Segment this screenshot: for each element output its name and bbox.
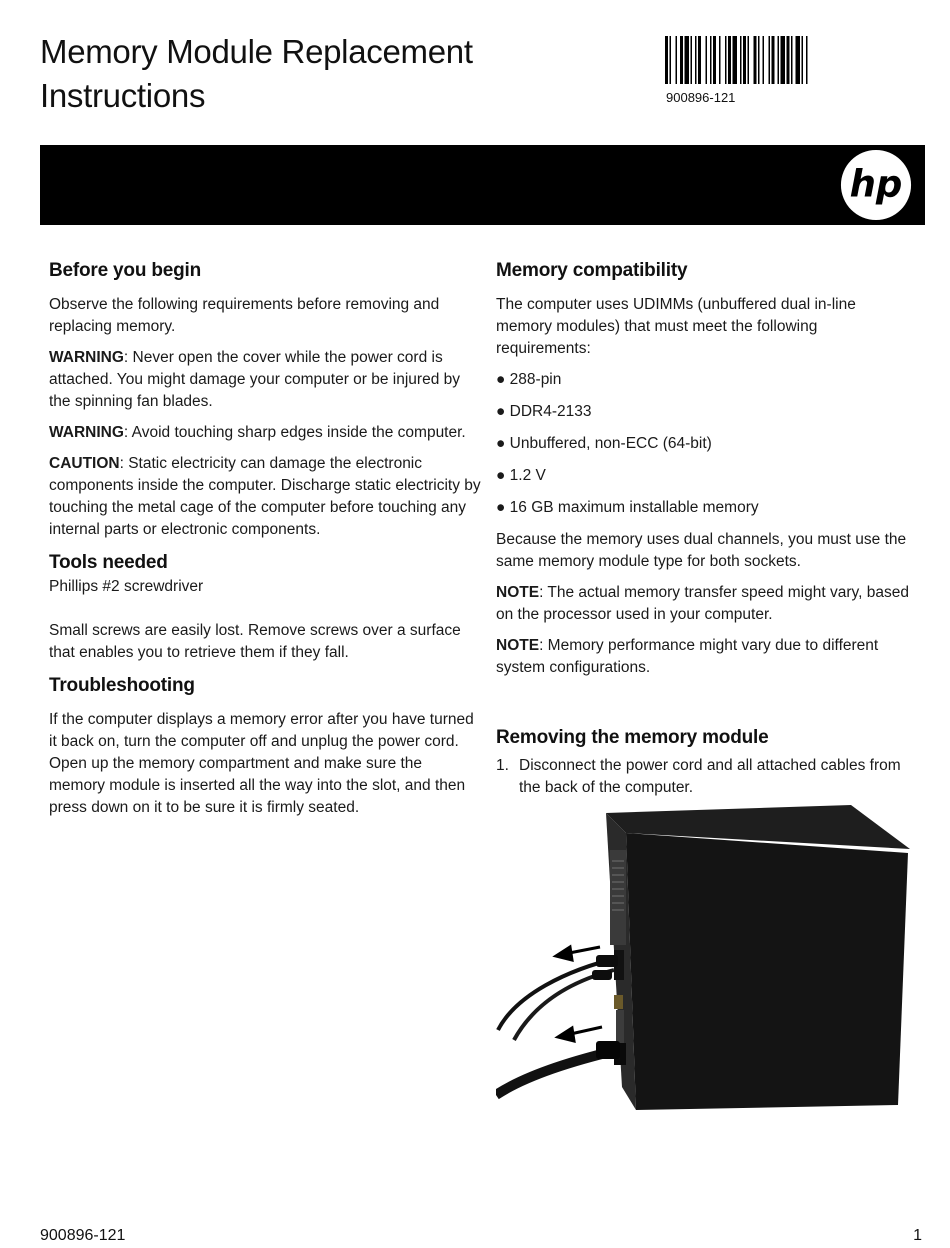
before-you-begin-heading: Before you begin xyxy=(49,260,201,281)
note-label: NOTE xyxy=(496,584,540,601)
note-performance xyxy=(496,635,916,679)
before-you-begin-section xyxy=(49,258,481,541)
warning-text: : Never open the cover while the power cord is attached. You might damage your computer or be injured by the spinning fan blades. xyxy=(49,349,461,410)
removing-section xyxy=(496,725,916,799)
right-column xyxy=(496,258,916,799)
troubleshooting-text: If the computer displays a memory error after you have turned it back on, turn the computer off and unplug the power cord. Open up the memory compartment and make sure the memory module is inserted all the way into the slot, and then press down on it to be sure it is firmly seated. xyxy=(49,711,474,816)
note-text: : The actual memory transfer speed might vary, based on the processor used in your computer. xyxy=(496,584,909,623)
removal-steps xyxy=(496,755,916,799)
dual-channel-text: Because the memory uses dual channels, you must use the same memory module type for both sockets. xyxy=(496,531,907,570)
requirement-item: ● Unbuffered, non-ECC (64-bit) xyxy=(496,435,712,452)
hp-banner xyxy=(40,145,925,225)
step-number: 1. xyxy=(496,757,509,774)
requirements-list xyxy=(496,369,916,519)
tools-item: Phillips #2 screwdriver xyxy=(49,578,204,595)
requirement-item: ● DDR4-2133 xyxy=(496,403,592,420)
requirement-item: ● 16 GB maximum installable memory xyxy=(496,499,759,516)
requirement-item: ● 1.2 V xyxy=(496,467,546,484)
tools-section xyxy=(49,550,481,664)
note-speed xyxy=(496,582,916,626)
barcode-number: 900896-121 xyxy=(666,90,736,105)
note-text: : Memory performance might vary due to different system configurations. xyxy=(496,637,879,676)
barcode-icon xyxy=(665,36,861,84)
warning-label: WARNING xyxy=(49,424,124,441)
note-label: NOTE xyxy=(496,637,540,654)
title-line-2: Instructions xyxy=(40,77,206,114)
memory-compatibility-section xyxy=(496,258,916,679)
step-text: Disconnect the power cord and all attached cables from the back of the computer. xyxy=(519,757,901,796)
document-title xyxy=(40,30,473,118)
troubleshooting-heading: Troubleshooting xyxy=(49,675,195,696)
step-item xyxy=(496,755,916,799)
warning-label: WARNING xyxy=(49,349,124,366)
left-column xyxy=(49,258,481,828)
tools-note: Small screws are easily lost. Remove screws over a surface that enables you to retrieve them if they fall. xyxy=(49,622,461,661)
hp-logo-icon xyxy=(837,148,915,222)
svg-text:hp: hp xyxy=(849,162,903,206)
computer-cables-photo xyxy=(496,805,916,1115)
memory-compatibility-heading: Memory compatibility xyxy=(496,260,688,281)
footer-page-number: 1 xyxy=(913,1227,922,1244)
before-you-begin-intro: Observe the following requirements before removing and replacing memory. xyxy=(49,296,440,335)
removing-heading: Removing the memory module xyxy=(496,727,769,748)
caution-static xyxy=(49,453,481,541)
title-line-1: Memory Module Replacement xyxy=(40,33,473,70)
memory-compatibility-intro: The computer uses UDIMMs (unbuffered dual in-line memory modules) that must meet the following requirements: xyxy=(496,296,856,357)
warning-text: : Avoid touching sharp edges inside the computer. xyxy=(123,424,466,441)
requirement-item: ● 288-pin xyxy=(496,371,562,388)
warning-edges xyxy=(49,422,481,444)
troubleshooting-section xyxy=(49,673,481,819)
tools-heading: Tools needed xyxy=(49,552,168,573)
footer-doc-number: 900896-121 xyxy=(40,1227,126,1244)
caution-text: : Static electricity can damage the electronic components inside the computer. Discharge static electricity by touching the metal cage of the computer before touching any internal parts or electronic components. xyxy=(49,455,481,538)
caution-label: CAUTION xyxy=(49,455,120,472)
warning-cover xyxy=(49,347,481,413)
